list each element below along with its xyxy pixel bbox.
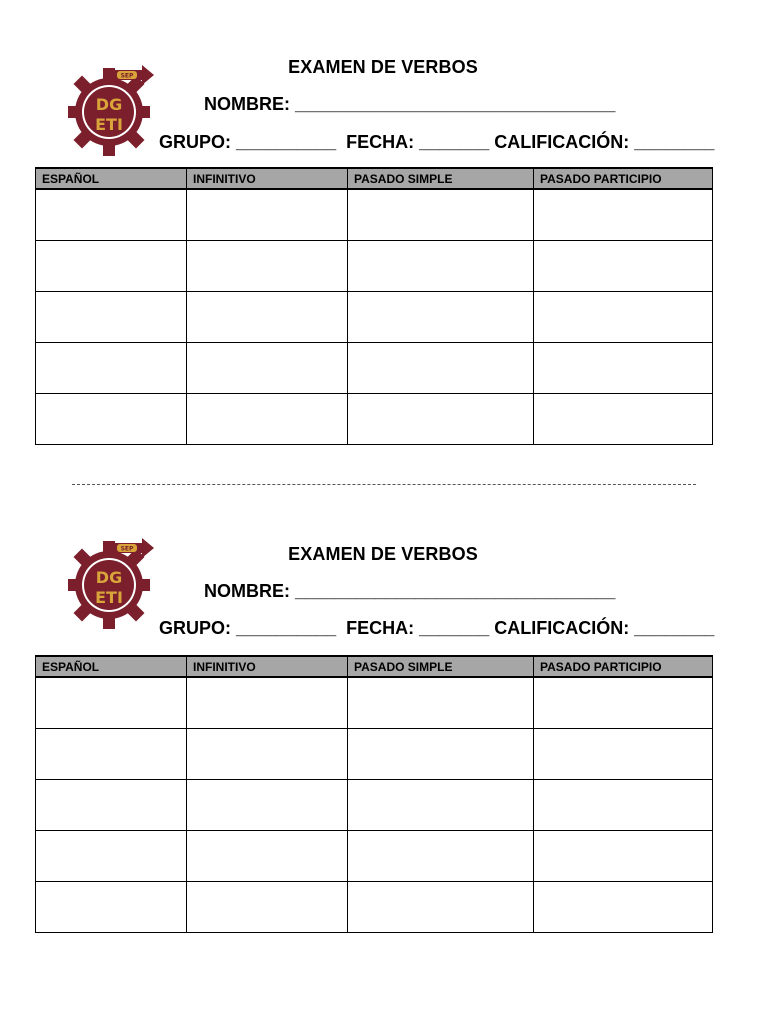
table-cell[interactable]	[534, 241, 713, 292]
header-infinitivo: INFINITIVO	[187, 168, 348, 189]
exam-section-1	[0, 0, 768, 420]
header-infinitivo: INFINITIVO	[187, 656, 348, 677]
table-cell[interactable]	[36, 343, 187, 394]
header-pasado-simple: PASADO SIMPLE	[348, 656, 534, 677]
table-cell[interactable]	[187, 189, 348, 241]
grupo-blank[interactable]: __________	[236, 618, 337, 638]
table-cell[interactable]	[348, 189, 534, 241]
grupo-fecha-calificacion-line	[159, 132, 714, 153]
table-cell[interactable]	[348, 394, 534, 445]
table-cell[interactable]	[187, 292, 348, 343]
grupo-fecha-calificacion-line	[159, 618, 714, 639]
table-cell[interactable]	[348, 677, 534, 729]
table-cell[interactable]	[348, 882, 534, 933]
table-cell[interactable]	[348, 780, 534, 831]
verbs-table	[35, 167, 713, 445]
grupo-label: GRUPO:	[159, 132, 231, 152]
table-cell[interactable]	[534, 677, 713, 729]
header-espanol: ESPAÑOL	[36, 656, 187, 677]
table-cell[interactable]	[348, 729, 534, 780]
nombre-label: NOMBRE:	[204, 94, 290, 114]
table-row	[36, 831, 713, 882]
table-cell[interactable]	[534, 831, 713, 882]
header-pasado-simple: PASADO SIMPLE	[348, 168, 534, 189]
svg-text:SEP: SEP	[120, 72, 134, 80]
svg-text:DG: DG	[95, 568, 123, 587]
table-row	[36, 729, 713, 780]
table-cell[interactable]	[187, 729, 348, 780]
table-cell[interactable]	[36, 189, 187, 241]
table-cell[interactable]	[187, 882, 348, 933]
table-cell[interactable]	[187, 677, 348, 729]
fecha-label: FECHA:	[346, 618, 415, 638]
table-cell[interactable]	[348, 292, 534, 343]
header-espanol: ESPAÑOL	[36, 168, 187, 189]
table-cell[interactable]	[187, 241, 348, 292]
table-cell[interactable]	[36, 292, 187, 343]
svg-text:ETI: ETI	[95, 588, 123, 607]
table-cell[interactable]	[36, 677, 187, 729]
table-cell[interactable]	[534, 394, 713, 445]
calificacion-label: CALIFICACIÓN:	[494, 132, 630, 152]
table-cell[interactable]	[348, 241, 534, 292]
calificacion-label: CALIFICACIÓN:	[494, 618, 630, 638]
table-cell[interactable]	[534, 189, 713, 241]
dgeti-logo-icon	[68, 64, 154, 160]
table-cell[interactable]	[36, 394, 187, 445]
table-cell[interactable]	[187, 831, 348, 882]
svg-text:ETI: ETI	[95, 115, 123, 134]
table-cell[interactable]	[534, 729, 713, 780]
verbs-table	[35, 655, 713, 933]
grupo-label: GRUPO:	[159, 618, 231, 638]
calificacion-blank[interactable]: ________	[634, 132, 715, 152]
table-cell[interactable]	[36, 831, 187, 882]
table-cell[interactable]	[36, 780, 187, 831]
table-cell[interactable]	[187, 394, 348, 445]
exam-title: EXAMEN DE VERBOS	[288, 57, 478, 77]
grupo-blank[interactable]: __________	[236, 132, 337, 152]
table-row	[36, 343, 713, 394]
svg-text:DG: DG	[95, 95, 123, 114]
nombre-blank[interactable]: ________________________________	[295, 94, 616, 114]
table-row	[36, 241, 713, 292]
table-cell[interactable]	[534, 780, 713, 831]
table-row	[36, 189, 713, 241]
table-cell[interactable]	[36, 729, 187, 780]
table-row	[36, 292, 713, 343]
table-row	[36, 394, 713, 445]
nombre-label: NOMBRE:	[204, 581, 290, 601]
nombre-line	[204, 94, 615, 115]
fecha-blank[interactable]: _______	[419, 618, 490, 638]
svg-text:SEP: SEP	[120, 545, 134, 553]
table-cell[interactable]	[534, 343, 713, 394]
nombre-line	[204, 581, 615, 602]
table-row	[36, 780, 713, 831]
fecha-blank[interactable]: _______	[419, 132, 490, 152]
table-cell[interactable]	[348, 343, 534, 394]
cut-line-divider	[72, 484, 696, 485]
table-row	[36, 677, 713, 729]
table-header-row	[36, 168, 713, 189]
exam-title: EXAMEN DE VERBOS	[288, 544, 478, 564]
table-cell[interactable]	[36, 882, 187, 933]
fecha-label: FECHA:	[346, 132, 415, 152]
nombre-blank[interactable]: ________________________________	[295, 581, 616, 601]
table-header-row	[36, 656, 713, 677]
exam-section-2	[0, 487, 768, 907]
table-cell[interactable]	[187, 780, 348, 831]
header-pasado-participio: PASADO PARTICIPIO	[534, 656, 713, 677]
table-cell[interactable]	[36, 241, 187, 292]
calificacion-blank[interactable]: ________	[634, 618, 715, 638]
table-row	[36, 882, 713, 933]
table-cell[interactable]	[187, 343, 348, 394]
table-cell[interactable]	[348, 831, 534, 882]
dgeti-logo-icon	[68, 537, 154, 633]
table-cell[interactable]	[534, 882, 713, 933]
table-cell[interactable]	[534, 292, 713, 343]
header-pasado-participio: PASADO PARTICIPIO	[534, 168, 713, 189]
